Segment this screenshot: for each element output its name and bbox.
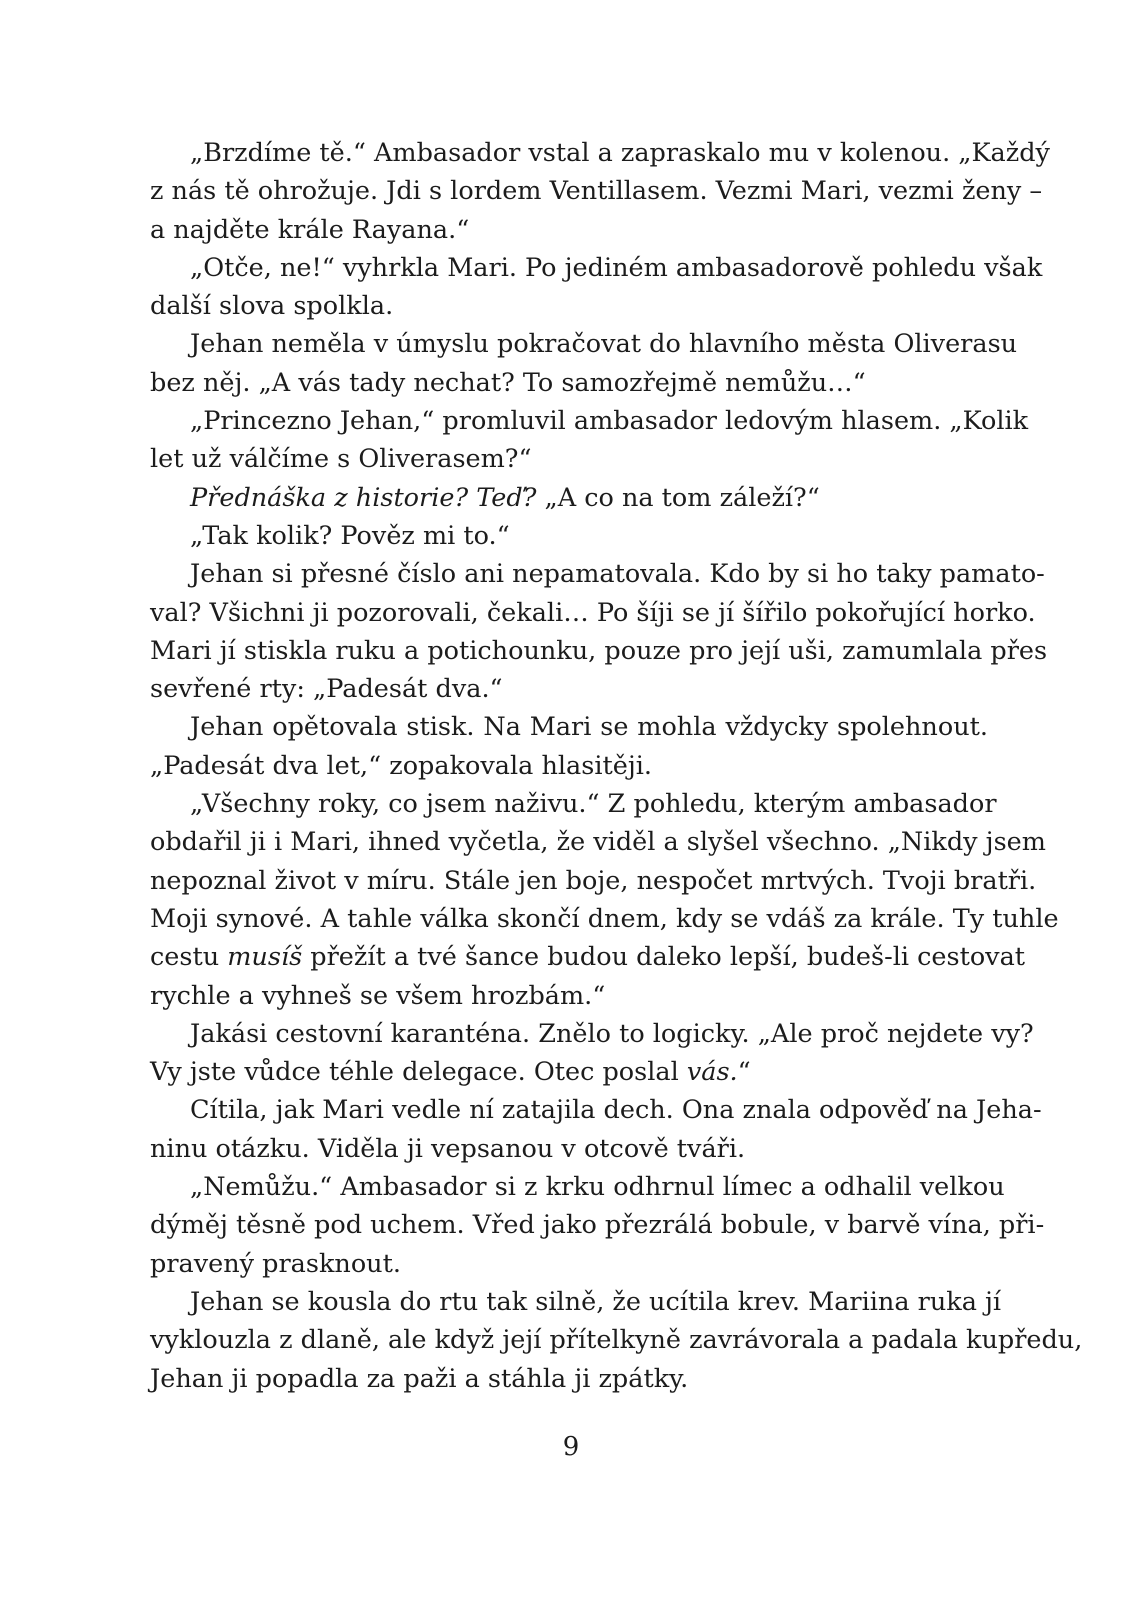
text-line: z nás tě ohrožuje. Jdi s lordem Ventillasem. Vezmi Mari, vezmi ženy – <box>150 176 1043 207</box>
text-line: let už válčíme s Oliverasem?“ <box>150 444 532 475</box>
text-line: sevřené rty: „Padesát dva.“ <box>150 674 503 705</box>
text-line: val? Všichni ji pozorovali, čekali… Po šíji se jí šířilo pokořující horko. <box>150 597 1036 628</box>
text-line: „Padesát dva let,“ zopakovala hlasitěji. <box>150 750 652 781</box>
paragraph <box>150 479 988 517</box>
text-line: rychle a vyhneš se všem hrozbám.“ <box>150 980 606 1011</box>
text-line: Jehan neměla v úmyslu pokračovat do hlavního města Oliverasu <box>190 329 1018 360</box>
text-line: cestu musíš přežít a tvé šance budou daleko lepší, budeš-li cestovat <box>150 942 1026 973</box>
text-line: „Tak kolik? Pověz mi to.“ <box>190 520 510 551</box>
text-line: Vy jste vůdce téhle delegace. Otec poslal vás.“ <box>150 1057 751 1088</box>
text-line: „Brzdíme tě.“ Ambasador vstal a zapraskalo mu v kolenou. „Každý <box>190 138 1050 168</box>
text-line: „Nemůžu.“ Ambasador si z krku odhrnul límec a odhalil velkou <box>190 1172 1005 1203</box>
text-line: dýměj těsně pod uchem. Vřed jako přezrálá bobule, v barvě vína, při- <box>150 1210 1045 1241</box>
text-line: „Princezno Jehan,“ promluvil ambasador ledovým hlasem. „Kolik <box>190 406 1029 437</box>
text-line: další slova spolkla. <box>150 291 394 322</box>
text-line: pravený prasknout. <box>150 1248 401 1279</box>
page-number: 9 <box>562 1432 580 1462</box>
text-line: „Všechny roky, co jsem naživu.“ Z pohledu, kterým ambasador <box>190 789 997 820</box>
text-line: Moji synové. A tahle válka skončí dnem, kdy se vdáš za krále. Ty tuhle <box>150 903 1059 934</box>
text-line: Jakási cestovní karanténa. Znělo to logicky. „Ale proč nejdete vy? <box>190 1018 1034 1049</box>
paragraph <box>150 708 988 785</box>
text-line: obdařil ji i Mari, ihned vyčetla, že viděl a slyšel všechno. „Nikdy jsem <box>150 827 1046 858</box>
text-line: a najděte krále Rayana.“ <box>150 214 470 245</box>
paragraph <box>150 402 1029 479</box>
text-line: Jehan se kousla do rtu tak silně, že ucítila krev. Mariina ruka jí <box>190 1286 1002 1317</box>
paragraph <box>150 1015 1034 1092</box>
text-line: Mari jí stiskla ruku a potichounku, pouze pro její uši, zamumlala přes <box>150 635 1048 666</box>
text-line: Jehan si přesné číslo ani nepamatovala. Kdo by si ho taky pamato- <box>190 559 1045 590</box>
text-line: bez něj. „A vás tady nechat? To samozřejmě nemůžu…“ <box>150 367 866 398</box>
text-line: nepoznal život v míru. Stále jen boje, nespočet mrtvých. Tvoji bratři. <box>150 865 1037 896</box>
paragraph <box>150 1168 1045 1283</box>
paragraph <box>150 1091 1042 1168</box>
paragraph <box>150 134 1050 249</box>
paragraph <box>150 325 1018 402</box>
text-line: Přednáška z historie? Teď? „A co na tom záleží?“ <box>190 482 820 513</box>
paragraph <box>150 249 1043 326</box>
body-text <box>150 134 1083 1398</box>
paragraph <box>150 785 1059 1015</box>
paragraph <box>150 1283 1083 1398</box>
text-line: „Otče, ne!“ vyhrkla Mari. Po jediném ambasadorově pohledu však <box>190 252 1043 283</box>
text-line: ninu otázku. Viděla ji vepsanou v otcově tváři. <box>150 1133 746 1164</box>
text-line: Cítila, jak Mari vedle ní zatajila dech. Ona znala odpověď na Jeha- <box>190 1095 1042 1126</box>
text-line: Jehan opětovala stisk. Na Mari se mohla vždycky spolehnout. <box>190 712 988 743</box>
text-line: Jehan ji popadla za paži a stáhla ji zpátky. <box>150 1363 689 1394</box>
paragraph <box>150 517 988 555</box>
text-line: vyklouzla z dlaně, ale když její přítelkyně zavrávorala a padala kupředu, <box>150 1325 1083 1356</box>
paragraph <box>150 555 1048 708</box>
